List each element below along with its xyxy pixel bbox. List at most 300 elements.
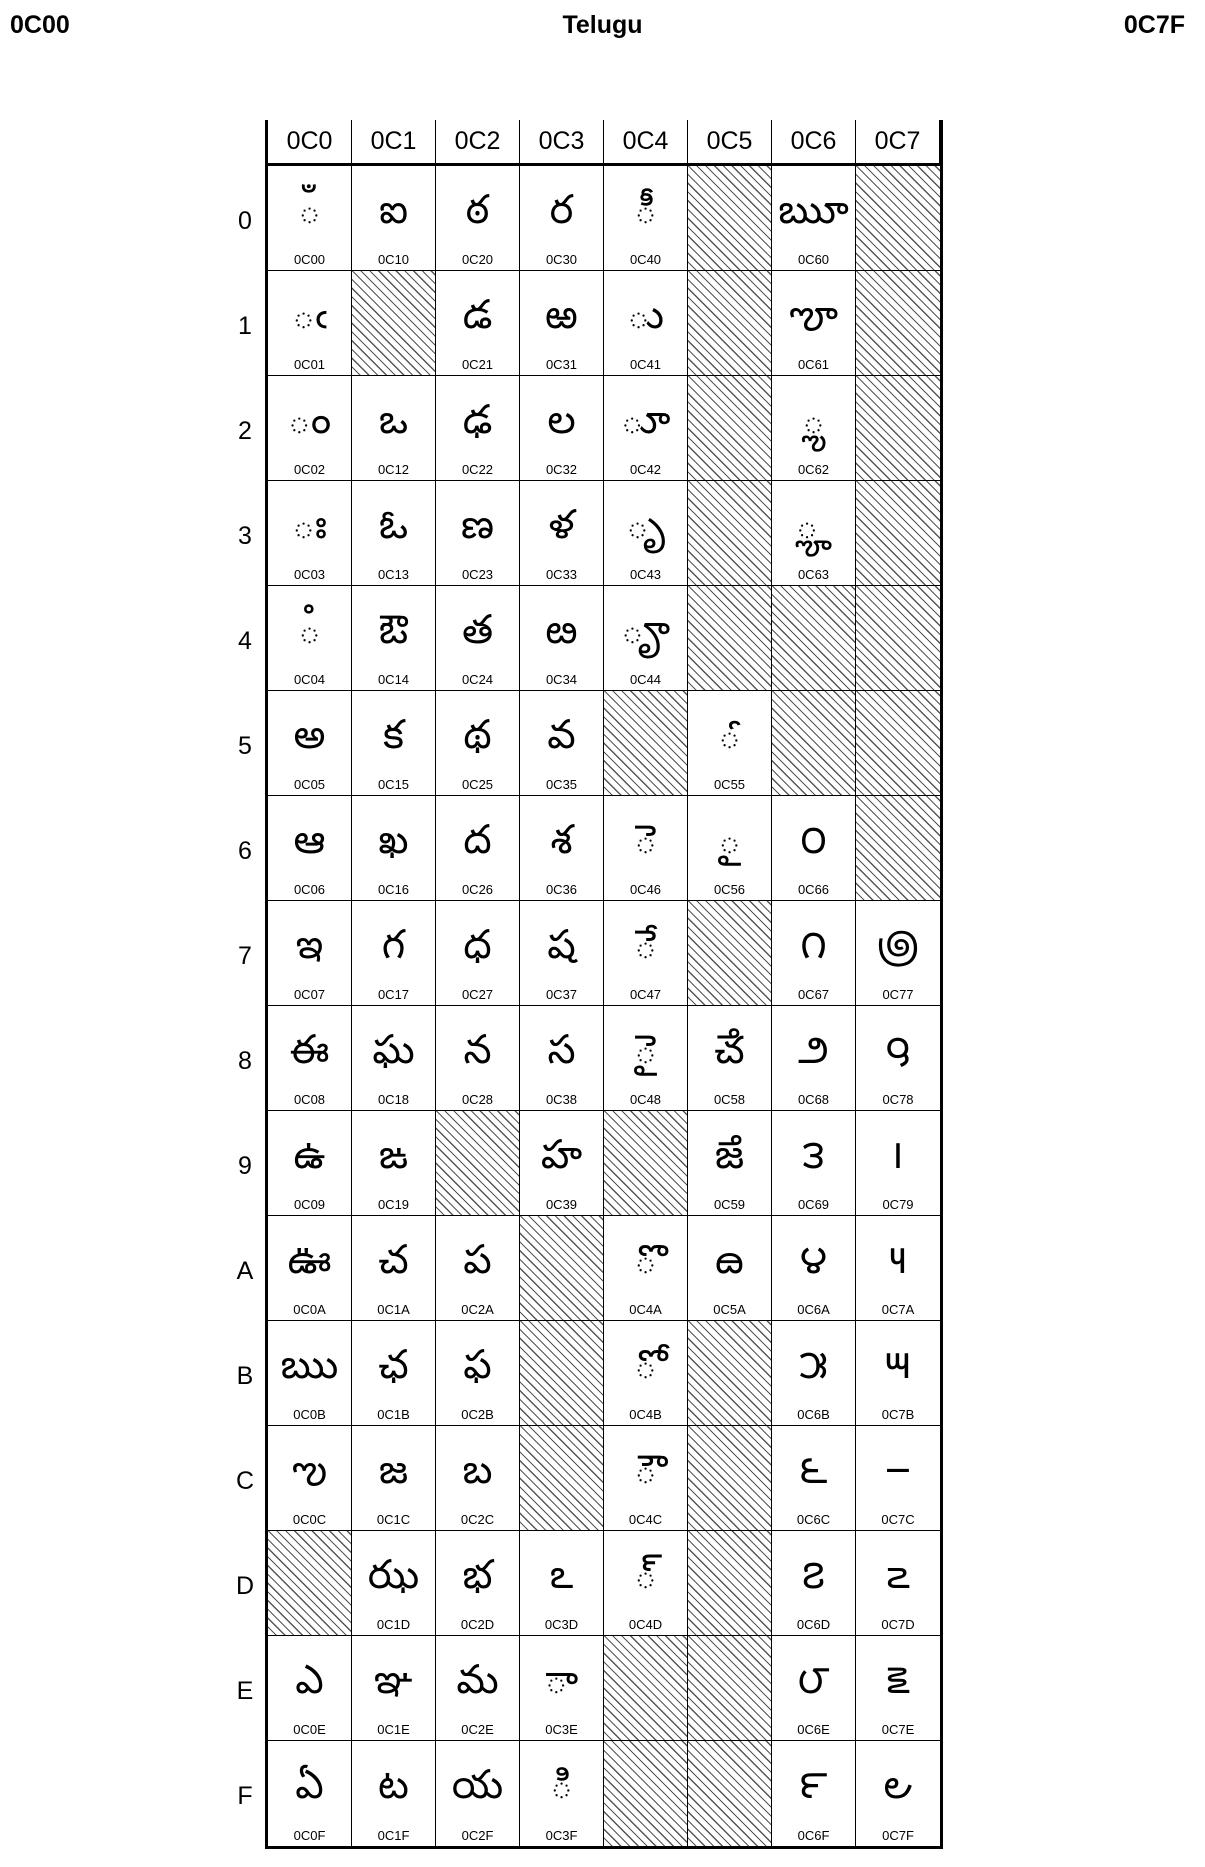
glyph: ఢ bbox=[462, 397, 493, 443]
glyph: ◌ౌ bbox=[633, 1447, 658, 1493]
glyph: ◌ః bbox=[292, 502, 327, 548]
code-point-label: 0C47 bbox=[629, 987, 662, 1002]
unassigned-cell bbox=[520, 1216, 604, 1321]
glyph: జ bbox=[378, 1447, 409, 1493]
glyph: ౼ bbox=[885, 1447, 911, 1493]
code-point-label: 0C60 bbox=[797, 252, 830, 267]
code-point-label: 0C1C bbox=[376, 1512, 411, 1527]
unassigned-cell bbox=[688, 376, 772, 481]
code-point-label: 0C15 bbox=[377, 777, 410, 792]
code-point-cell bbox=[772, 376, 856, 481]
code-point-label: 0C63 bbox=[797, 567, 830, 582]
unassigned-cell bbox=[520, 1426, 604, 1531]
code-point-label: 0C27 bbox=[461, 987, 494, 1002]
unassigned-cell bbox=[688, 1531, 772, 1636]
code-point-label: 0C09 bbox=[293, 1197, 326, 1212]
code-point-cell bbox=[688, 1111, 772, 1216]
glyph: ౚ bbox=[715, 1237, 744, 1283]
glyph: ఊ bbox=[287, 1237, 332, 1283]
range-start-label: 0C00 bbox=[10, 11, 70, 39]
code-point-cell bbox=[436, 1006, 520, 1111]
code-point-label: 0C06 bbox=[293, 882, 326, 897]
glyph: ౻ bbox=[884, 1342, 912, 1388]
code-point-label: 0C44 bbox=[629, 672, 662, 687]
glyph: ౦ bbox=[800, 817, 827, 863]
glyph: ఖ bbox=[378, 817, 409, 863]
code-point-cell bbox=[688, 796, 772, 901]
code-point-cell bbox=[436, 481, 520, 586]
code-point-cell bbox=[436, 586, 520, 691]
code-point-cell bbox=[604, 166, 688, 271]
code-point-cell bbox=[520, 1111, 604, 1216]
row-label: 9 bbox=[238, 1152, 252, 1180]
glyph: ప bbox=[463, 1237, 492, 1283]
glyph: ఔ bbox=[378, 607, 409, 653]
code-point-label: 0C19 bbox=[377, 1197, 410, 1212]
code-point-cell bbox=[520, 271, 604, 376]
code-point-label: 0C4B bbox=[629, 1407, 662, 1422]
code-point-label: 0C18 bbox=[377, 1092, 410, 1107]
code-point-cell bbox=[352, 1006, 436, 1111]
glyph: ◌ూ bbox=[620, 397, 671, 443]
code-point-label: 0C2A bbox=[461, 1302, 494, 1317]
code-point-label: 0C55 bbox=[713, 777, 746, 792]
glyph: ఈ bbox=[289, 1027, 330, 1073]
column-header: 0C4 bbox=[604, 120, 688, 166]
row-label: 2 bbox=[238, 417, 252, 445]
glyph: గ bbox=[381, 922, 406, 968]
code-point-cell bbox=[268, 481, 352, 586]
glyph: ౿ bbox=[883, 1762, 913, 1808]
code-point-cell bbox=[688, 1006, 772, 1111]
code-point-cell bbox=[520, 1006, 604, 1111]
code-point-cell bbox=[352, 166, 436, 271]
code-point-cell bbox=[352, 1636, 436, 1741]
code-point-cell bbox=[520, 1636, 604, 1741]
glyph: ల bbox=[547, 397, 576, 443]
code-point-label: 0C46 bbox=[629, 882, 662, 897]
glyph: ◌ా bbox=[544, 1657, 579, 1703]
code-point-label: 0C0E bbox=[293, 1722, 326, 1737]
glyph: ఓ bbox=[378, 502, 409, 548]
unassigned-cell bbox=[688, 271, 772, 376]
code-point-label: 0C7C bbox=[881, 1512, 915, 1527]
column-header: 0C3 bbox=[520, 120, 604, 166]
code-point-label: 0C0A bbox=[293, 1302, 326, 1317]
code-point-label: 0C14 bbox=[377, 672, 410, 687]
code-point-label: 0C22 bbox=[461, 462, 494, 477]
code-point-cell bbox=[772, 901, 856, 1006]
glyph: ◌ో bbox=[633, 1342, 658, 1388]
code-point-cell bbox=[268, 376, 352, 481]
code-point-cell bbox=[352, 901, 436, 1006]
code-point-cell bbox=[772, 1426, 856, 1531]
glyph: ◌ౖ bbox=[717, 817, 742, 863]
glyph: ఉ bbox=[293, 1132, 326, 1178]
row-labels bbox=[225, 169, 265, 1849]
code-point-label: 0C23 bbox=[461, 567, 494, 582]
glyph: ౸ bbox=[885, 1027, 911, 1073]
code-point-label: 0C67 bbox=[797, 987, 830, 1002]
unassigned-cell bbox=[688, 1741, 772, 1846]
code-point-cell bbox=[604, 271, 688, 376]
glyph: ౺ bbox=[888, 1237, 908, 1283]
glyph: స bbox=[547, 1027, 576, 1073]
unassigned-cell bbox=[604, 691, 688, 796]
unassigned-cell bbox=[856, 796, 940, 901]
code-point-cell bbox=[604, 1531, 688, 1636]
code-point-label: 0C48 bbox=[629, 1092, 662, 1107]
glyph: ఱ bbox=[545, 292, 578, 338]
glyph: ౧ bbox=[800, 922, 827, 968]
unassigned-cell bbox=[604, 1741, 688, 1846]
glyph: ◌ఁ bbox=[291, 292, 328, 338]
code-point-label: 0C31 bbox=[545, 357, 578, 372]
glyph: ౮ bbox=[797, 1657, 830, 1703]
code-point-label: 0C5A bbox=[713, 1302, 746, 1317]
glyph: చ bbox=[378, 1237, 409, 1283]
code-point-cell bbox=[436, 1531, 520, 1636]
code-point-cell bbox=[604, 1006, 688, 1111]
code-point-cell bbox=[436, 1321, 520, 1426]
unassigned-cell bbox=[688, 1636, 772, 1741]
glyph: న bbox=[463, 1027, 492, 1073]
unassigned-cell bbox=[688, 901, 772, 1006]
glyph: ◌ౣ bbox=[795, 502, 832, 548]
glyph: ◌ఄ bbox=[297, 607, 322, 653]
glyph: అ bbox=[293, 712, 326, 758]
code-point-cell bbox=[856, 1111, 940, 1216]
glyph: ౘ bbox=[714, 1027, 745, 1073]
code-point-label: 0C4A bbox=[629, 1302, 662, 1317]
code-point-label: 0C1A bbox=[377, 1302, 410, 1317]
code-point-label: 0C7A bbox=[881, 1302, 915, 1317]
column-header: 0C1 bbox=[352, 120, 436, 166]
glyph: ◌ే bbox=[633, 922, 658, 968]
code-point-label: 0C38 bbox=[545, 1092, 578, 1107]
glyph: ఛ bbox=[378, 1342, 409, 1388]
code-point-cell bbox=[772, 796, 856, 901]
row-label: 4 bbox=[238, 627, 252, 655]
unassigned-cell bbox=[772, 586, 856, 691]
unassigned-cell bbox=[688, 481, 772, 586]
code-point-cell bbox=[604, 901, 688, 1006]
glyph: బ bbox=[462, 1447, 493, 1493]
code-point-cell bbox=[268, 796, 352, 901]
code-point-cell bbox=[604, 1321, 688, 1426]
glyph: ళ bbox=[548, 502, 575, 548]
unassigned-cell bbox=[352, 271, 436, 376]
code-point-label: 0C6C bbox=[796, 1512, 831, 1527]
code-point-label: 0C56 bbox=[713, 882, 746, 897]
code-point-label: 0C7E bbox=[881, 1722, 915, 1737]
glyph: హ bbox=[540, 1132, 583, 1178]
unassigned-cell bbox=[688, 586, 772, 691]
code-point-cell bbox=[520, 166, 604, 271]
code-point-cell bbox=[352, 586, 436, 691]
glyph: మ bbox=[456, 1657, 499, 1703]
glyph: ఙ bbox=[378, 1132, 409, 1178]
glyph: య bbox=[451, 1762, 504, 1808]
code-point-label: 0C3D bbox=[544, 1617, 579, 1632]
glyph: ఘ bbox=[372, 1027, 415, 1073]
code-point-label: 0C43 bbox=[629, 567, 662, 582]
code-point-label: 0C34 bbox=[545, 672, 578, 687]
code-point-label: 0C33 bbox=[545, 567, 578, 582]
code-point-label: 0C05 bbox=[293, 777, 326, 792]
code-point-label: 0C7F bbox=[882, 1828, 914, 1843]
glyph: ౯ bbox=[799, 1762, 828, 1808]
code-point-cell bbox=[520, 1531, 604, 1636]
code-point-label: 0C0C bbox=[292, 1512, 327, 1527]
code-point-cell bbox=[520, 796, 604, 901]
code-point-label: 0C42 bbox=[629, 462, 662, 477]
unassigned-cell bbox=[856, 586, 940, 691]
code-point-label: 0C16 bbox=[377, 882, 410, 897]
code-point-label: 0C2D bbox=[460, 1617, 495, 1632]
unassigned-cell bbox=[688, 1321, 772, 1426]
code-point-cell bbox=[436, 901, 520, 1006]
glyph: డ bbox=[462, 292, 493, 338]
code-point-label: 0C39 bbox=[545, 1197, 578, 1212]
code-point-cell bbox=[688, 691, 772, 796]
unassigned-cell bbox=[856, 481, 940, 586]
code-point-cell bbox=[436, 1426, 520, 1531]
code-point-label: 0C0F bbox=[293, 1828, 326, 1843]
row-label: 5 bbox=[238, 732, 252, 760]
code-chart-grid bbox=[265, 120, 943, 1849]
code-point-label: 0C10 bbox=[377, 252, 410, 267]
code-point-cell bbox=[772, 1111, 856, 1216]
code-point-cell bbox=[268, 1321, 352, 1426]
unassigned-cell bbox=[604, 1636, 688, 1741]
glyph: ఝ bbox=[367, 1552, 420, 1598]
code-point-cell bbox=[520, 1741, 604, 1846]
code-point-label: 0C04 bbox=[293, 672, 326, 687]
code-point-cell bbox=[268, 1111, 352, 1216]
row-label: 1 bbox=[238, 312, 252, 340]
glyph: ఴ bbox=[545, 607, 578, 653]
glyph: ఏ bbox=[295, 1762, 324, 1808]
row-label: 6 bbox=[238, 837, 252, 865]
row-label: B bbox=[236, 1362, 254, 1390]
code-point-label: 0C2E bbox=[461, 1722, 494, 1737]
code-point-label: 0C30 bbox=[545, 252, 578, 267]
code-point-label: 0C4C bbox=[628, 1512, 663, 1527]
code-point-cell bbox=[856, 1531, 940, 1636]
glyph: ధ bbox=[463, 922, 492, 968]
code-point-label: 0C41 bbox=[629, 357, 662, 372]
code-point-label: 0C69 bbox=[797, 1197, 830, 1212]
glyph: ◌ె bbox=[633, 817, 658, 863]
code-point-cell bbox=[268, 1741, 352, 1846]
code-point-label: 0C1E bbox=[377, 1722, 410, 1737]
code-point-cell bbox=[268, 1216, 352, 1321]
glyph: ఋ bbox=[280, 1342, 339, 1388]
code-point-label: 0C03 bbox=[293, 567, 326, 582]
code-point-cell bbox=[352, 1741, 436, 1846]
glyph: థ bbox=[463, 712, 492, 758]
code-point-cell bbox=[856, 1321, 940, 1426]
glyph: ష bbox=[547, 922, 576, 968]
code-point-label: 0C37 bbox=[545, 987, 578, 1002]
glyph: ౡ bbox=[788, 292, 839, 338]
glyph: ◌ీ bbox=[633, 187, 658, 233]
glyph: ◌ౕ bbox=[717, 712, 742, 758]
code-point-cell bbox=[352, 1321, 436, 1426]
glyph: ఽ bbox=[549, 1552, 574, 1598]
unassigned-cell bbox=[436, 1111, 520, 1216]
code-point-cell bbox=[436, 691, 520, 796]
code-point-cell bbox=[352, 481, 436, 586]
code-point-cell bbox=[520, 691, 604, 796]
row-label: 7 bbox=[238, 942, 252, 970]
code-point-label: 0C4D bbox=[628, 1617, 663, 1632]
glyph: త bbox=[461, 607, 494, 653]
unassigned-cell bbox=[268, 1531, 352, 1636]
row-label: 8 bbox=[238, 1047, 252, 1075]
column-header: 0C2 bbox=[436, 120, 520, 166]
code-point-cell bbox=[352, 1216, 436, 1321]
code-point-cell bbox=[268, 691, 352, 796]
code-point-label: 0C25 bbox=[461, 777, 494, 792]
code-point-cell bbox=[604, 1426, 688, 1531]
code-point-cell bbox=[604, 1216, 688, 1321]
code-point-label: 0C6B bbox=[797, 1407, 830, 1422]
code-point-cell bbox=[856, 1216, 940, 1321]
glyph: ౷ bbox=[877, 922, 919, 968]
glyph: ౹ bbox=[892, 1132, 904, 1178]
code-point-cell bbox=[856, 901, 940, 1006]
code-point-cell bbox=[268, 586, 352, 691]
row-label: D bbox=[235, 1572, 255, 1600]
row-label: F bbox=[237, 1782, 253, 1810]
glyph: ఫ bbox=[463, 1342, 492, 1388]
glyph: ◌ం bbox=[287, 397, 332, 443]
code-point-cell bbox=[436, 1636, 520, 1741]
glyph: ౭ bbox=[802, 1552, 825, 1598]
glyph: ట bbox=[378, 1762, 409, 1808]
row-label: C bbox=[235, 1467, 255, 1495]
code-point-cell bbox=[856, 1006, 940, 1111]
code-point-label: 0C2C bbox=[460, 1512, 495, 1527]
code-point-label: 0C1F bbox=[377, 1828, 410, 1843]
code-point-cell bbox=[772, 1321, 856, 1426]
code-point-label: 0C79 bbox=[882, 1197, 914, 1212]
column-header: 0C7 bbox=[856, 120, 940, 166]
glyph: ౽ bbox=[886, 1552, 910, 1598]
glyph: ఒ bbox=[378, 397, 409, 443]
code-point-label: 0C28 bbox=[461, 1092, 494, 1107]
row-label: A bbox=[236, 1257, 254, 1285]
code-point-cell bbox=[268, 1636, 352, 1741]
glyph: ౾ bbox=[886, 1657, 910, 1703]
code-point-cell bbox=[268, 901, 352, 1006]
code-point-cell bbox=[436, 271, 520, 376]
code-point-cell bbox=[352, 691, 436, 796]
code-point-cell bbox=[268, 166, 352, 271]
code-point-cell bbox=[436, 796, 520, 901]
glyph: ◌ౄ bbox=[620, 607, 671, 653]
code-point-label: 0C00 bbox=[293, 252, 326, 267]
unassigned-cell bbox=[688, 1426, 772, 1531]
code-point-label: 0C17 bbox=[377, 987, 410, 1002]
glyph: ఌ bbox=[291, 1447, 328, 1493]
glyph: ౨ bbox=[798, 1027, 829, 1073]
code-point-label: 0C26 bbox=[461, 882, 494, 897]
code-point-label: 0C61 bbox=[797, 357, 830, 372]
glyph: ౩ bbox=[802, 1132, 825, 1178]
code-point-label: 0C1B bbox=[377, 1407, 410, 1422]
range-end-label: 0C7F bbox=[1123, 11, 1185, 39]
code-point-label: 0C12 bbox=[377, 462, 410, 477]
code-point-cell bbox=[772, 1006, 856, 1111]
code-point-label: 0C6A bbox=[797, 1302, 830, 1317]
code-point-cell bbox=[772, 1741, 856, 1846]
unassigned-cell bbox=[856, 691, 940, 796]
code-point-cell bbox=[604, 481, 688, 586]
code-point-label: 0C58 bbox=[713, 1092, 746, 1107]
glyph: ౪ bbox=[799, 1237, 828, 1283]
glyph: ౙ bbox=[714, 1132, 745, 1178]
glyph: ౬ bbox=[799, 1447, 828, 1493]
code-point-label: 0C2B bbox=[461, 1407, 494, 1422]
glyph: ఆ bbox=[293, 817, 326, 863]
glyph: ◌ౢ bbox=[801, 397, 826, 443]
code-point-cell bbox=[772, 481, 856, 586]
unassigned-cell bbox=[856, 271, 940, 376]
code-point-label: 0C78 bbox=[882, 1092, 914, 1107]
glyph: ద bbox=[463, 817, 492, 863]
code-point-label: 0C6F bbox=[797, 1828, 830, 1843]
code-point-label: 0C36 bbox=[545, 882, 578, 897]
glyph: ఐ bbox=[378, 187, 409, 233]
code-point-cell bbox=[772, 271, 856, 376]
code-point-cell bbox=[856, 1426, 940, 1531]
code-point-label: 0C66 bbox=[797, 882, 830, 897]
code-point-cell bbox=[352, 1426, 436, 1531]
code-point-label: 0C13 bbox=[377, 567, 410, 582]
code-point-label: 0C7B bbox=[881, 1407, 915, 1422]
code-point-label: 0C32 bbox=[545, 462, 578, 477]
code-point-cell bbox=[856, 1636, 940, 1741]
unassigned-cell bbox=[856, 166, 940, 271]
code-point-cell bbox=[268, 1006, 352, 1111]
code-point-cell bbox=[520, 481, 604, 586]
code-point-label: 0C40 bbox=[629, 252, 662, 267]
code-point-cell bbox=[352, 796, 436, 901]
glyph: ◌్ bbox=[633, 1552, 658, 1598]
code-point-label: 0C6D bbox=[796, 1617, 831, 1632]
unassigned-cell bbox=[688, 166, 772, 271]
code-point-label: 0C20 bbox=[461, 252, 494, 267]
code-point-label: 0C02 bbox=[293, 462, 326, 477]
column-header: 0C6 bbox=[772, 120, 856, 166]
code-point-cell bbox=[520, 901, 604, 1006]
code-point-cell bbox=[688, 1216, 772, 1321]
code-point-cell bbox=[436, 1216, 520, 1321]
code-point-cell bbox=[604, 376, 688, 481]
code-point-label: 0C08 bbox=[293, 1092, 326, 1107]
code-point-cell bbox=[604, 796, 688, 901]
code-point-cell bbox=[772, 166, 856, 271]
glyph: ౠ bbox=[778, 187, 849, 233]
row-label: 0 bbox=[238, 207, 252, 235]
code-point-label: 0C7D bbox=[881, 1617, 915, 1632]
code-point-cell bbox=[520, 376, 604, 481]
code-point-cell bbox=[772, 1216, 856, 1321]
row-label: E bbox=[236, 1677, 254, 1705]
